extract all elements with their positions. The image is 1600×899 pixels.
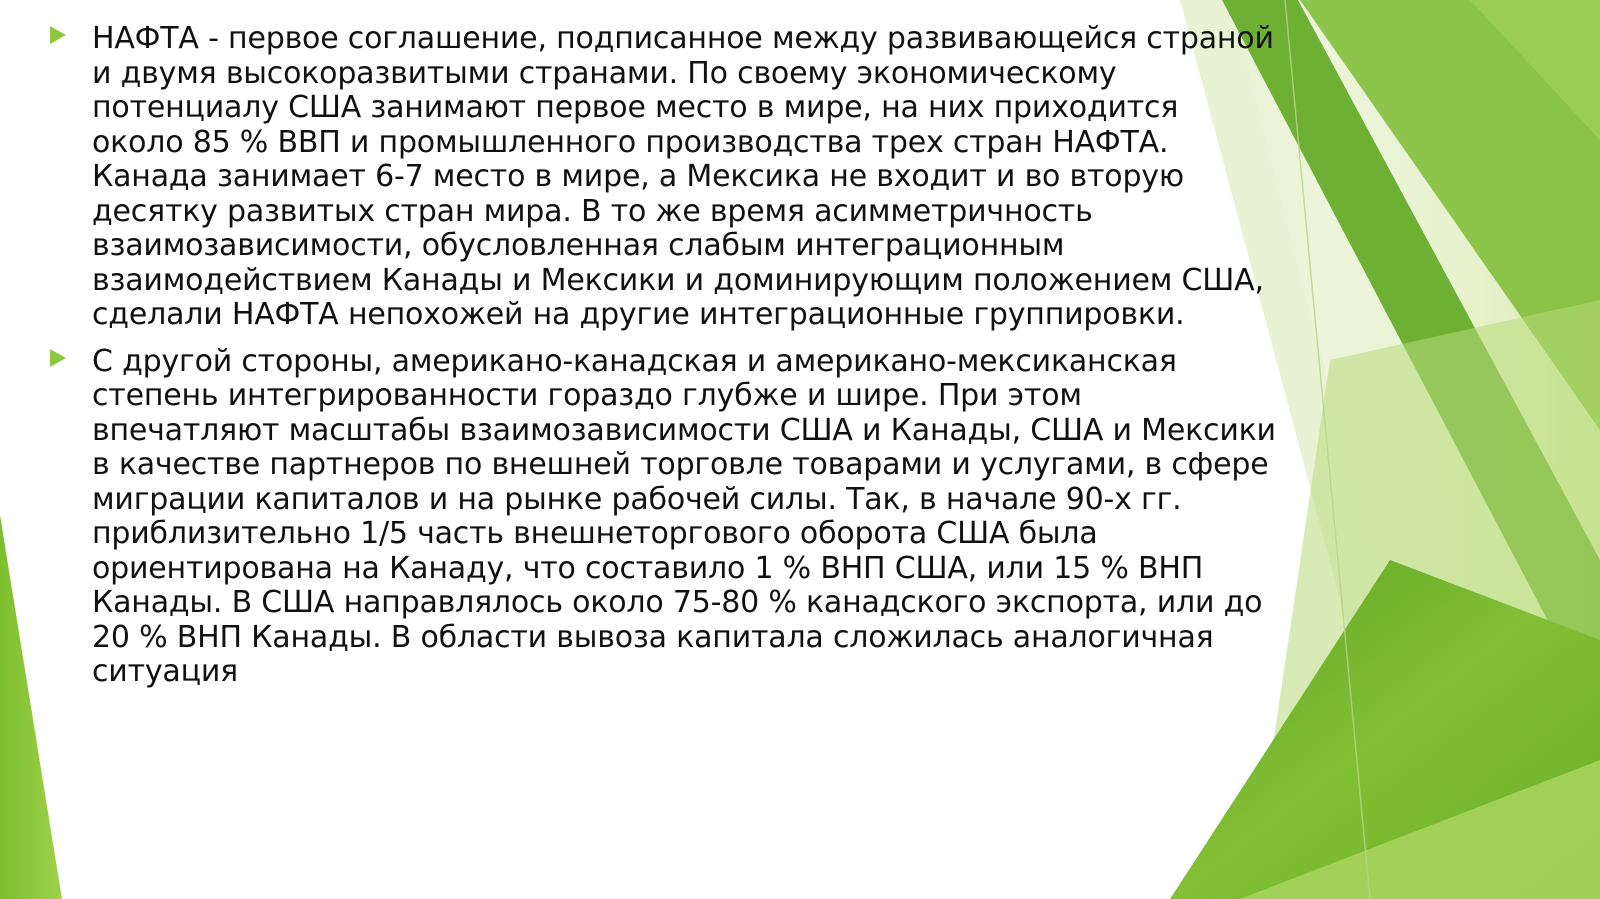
- bullet-text: С другой стороны, американо-канадская и американо-мексиканская степень интегрированности гораздо глубже и шире. При этом впечатляют масштабы взаимозависимости США и Канады, США и Мексики в качестве партнеров по внешней торговле товарами и услугами, в сфере миграции капиталов и на рынке рабочей силы. Так, в начале 90-х гг. приблизительно 1/5 часть внешнеторгового оборота США была ориентирована на Канаду, что составило 1 % ВНП США, или 15 % ВНП Канады. В США направлялось около 75-80 % канадского экспорта, или до 20 % ВНП Канады. В области вывоза капитала сложилась аналогичная ситуация: [92, 343, 1276, 689]
- triangle-bullet-icon: [50, 349, 66, 367]
- bullet-list: [46, 22, 1276, 690]
- bullet-item: [46, 22, 1276, 333]
- bullet-item: [46, 345, 1276, 690]
- slide-content: [46, 22, 1276, 702]
- triangle-bullet-icon: [50, 26, 66, 44]
- bullet-text: НАФТА - первое соглашение, подписанное между развивающейся страной и двумя высокоразвитыми странами. По своему экономическому потенциалу США занимают первое место в мире, на них приходится около 85 % ВВП и промышленного производства трех стран НАФТА. Канада занимает 6-7 место в мире, а Мексика не входит и во вторую десятку развитых стран мира. В то же время асимметричность взаимозависимости, обусловленная слабым интеграционным взаимодействием Канады и Мексики и доминирующим положением США, сделали НАФТА непохожей на другие интеграционные группировки.: [92, 21, 1274, 332]
